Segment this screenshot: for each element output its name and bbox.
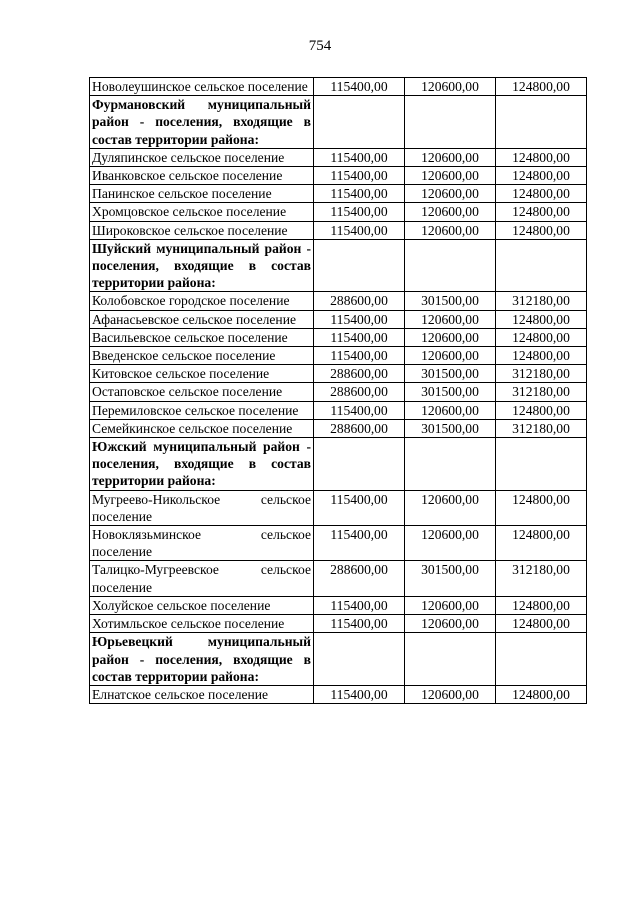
empty-cell xyxy=(405,96,496,149)
district-header-cell: Фурмановский муниципальный район - поселения, входящие в состав территории района: xyxy=(90,96,314,149)
table-row xyxy=(90,685,587,703)
amount-cell-1: 115400,00 xyxy=(314,221,405,239)
amount-cell-2: 120600,00 xyxy=(405,596,496,614)
table-row xyxy=(90,203,587,221)
empty-cell xyxy=(405,239,496,292)
amount-cell-2: 120600,00 xyxy=(405,167,496,185)
amount-cell-3: 124800,00 xyxy=(496,203,587,221)
amount-cell-1: 115400,00 xyxy=(314,596,405,614)
empty-cell xyxy=(405,633,496,686)
amount-cell-3: 312180,00 xyxy=(496,383,587,401)
settlement-name-cell: Введенское сельское поселение xyxy=(90,347,314,365)
amount-cell-1: 115400,00 xyxy=(314,685,405,703)
amount-cell-1: 115400,00 xyxy=(314,203,405,221)
table-row xyxy=(90,365,587,383)
amount-cell-1: 115400,00 xyxy=(314,148,405,166)
amount-cell-1: 115400,00 xyxy=(314,167,405,185)
settlement-name-cell: Холуйское сельское поселение xyxy=(90,596,314,614)
empty-cell xyxy=(496,239,587,292)
settlement-name-cell: Талицко-Мугреевское сельское поселение xyxy=(90,561,314,596)
table-row xyxy=(90,347,587,365)
amount-cell-2: 120600,00 xyxy=(405,203,496,221)
amount-cell-2: 301500,00 xyxy=(405,383,496,401)
page-number: 754 xyxy=(308,38,332,54)
table-row xyxy=(90,401,587,419)
amount-cell-2: 120600,00 xyxy=(405,310,496,328)
amount-cell-2: 120600,00 xyxy=(405,347,496,365)
table-row xyxy=(90,328,587,346)
amount-cell-3: 124800,00 xyxy=(496,615,587,633)
amount-cell-3: 312180,00 xyxy=(496,561,587,596)
table-body xyxy=(90,78,587,704)
empty-cell xyxy=(496,633,587,686)
settlement-name-cell: Афанасьевское сельское поселение xyxy=(90,310,314,328)
amount-cell-1: 115400,00 xyxy=(314,347,405,365)
empty-cell xyxy=(314,438,405,491)
amount-cell-3: 124800,00 xyxy=(496,221,587,239)
amount-cell-2: 120600,00 xyxy=(405,328,496,346)
amount-cell-2: 120600,00 xyxy=(405,490,496,525)
amount-cell-2: 120600,00 xyxy=(405,685,496,703)
empty-cell xyxy=(314,633,405,686)
amount-cell-3: 124800,00 xyxy=(496,685,587,703)
settlement-name-cell: Перемиловское сельское поселение xyxy=(90,401,314,419)
amount-cell-2: 120600,00 xyxy=(405,185,496,203)
table-row xyxy=(90,148,587,166)
amount-cell-2: 120600,00 xyxy=(405,615,496,633)
table-row xyxy=(90,419,587,437)
district-header-cell: Юрьевецкий муниципальный район - поселения, входящие в состав территории района: xyxy=(90,633,314,686)
amount-cell-3: 124800,00 xyxy=(496,347,587,365)
empty-cell xyxy=(405,438,496,491)
table-row xyxy=(90,185,587,203)
amount-cell-3: 124800,00 xyxy=(496,310,587,328)
amount-cell-3: 124800,00 xyxy=(496,185,587,203)
amount-cell-3: 124800,00 xyxy=(496,328,587,346)
amount-cell-1: 288600,00 xyxy=(314,561,405,596)
amount-cell-1: 288600,00 xyxy=(314,419,405,437)
settlement-name-cell: Иванковское сельское поселение xyxy=(90,167,314,185)
amount-cell-3: 124800,00 xyxy=(496,148,587,166)
amount-cell-2: 120600,00 xyxy=(405,221,496,239)
amount-cell-2: 120600,00 xyxy=(405,78,496,96)
table-row xyxy=(90,561,587,596)
empty-cell xyxy=(496,438,587,491)
amount-cell-2: 301500,00 xyxy=(405,419,496,437)
settlements-table xyxy=(89,77,587,704)
settlement-name-cell: Васильевское сельское поселение xyxy=(90,328,314,346)
settlement-name-cell: Мугреево-Никольское сельское поселение xyxy=(90,490,314,525)
district-header-row xyxy=(90,96,587,149)
amount-cell-1: 115400,00 xyxy=(314,490,405,525)
amount-cell-2: 301500,00 xyxy=(405,561,496,596)
amount-cell-1: 115400,00 xyxy=(314,310,405,328)
district-header-row xyxy=(90,633,587,686)
amount-cell-3: 312180,00 xyxy=(496,292,587,310)
amount-cell-1: 115400,00 xyxy=(314,526,405,561)
settlement-name-cell: Хотимльское сельское поселение xyxy=(90,615,314,633)
table-row xyxy=(90,78,587,96)
amount-cell-1: 115400,00 xyxy=(314,615,405,633)
settlement-name-cell: Китовское сельское поселение xyxy=(90,365,314,383)
amount-cell-1: 288600,00 xyxy=(314,365,405,383)
amount-cell-1: 288600,00 xyxy=(314,383,405,401)
settlement-name-cell: Широковское сельское поселение xyxy=(90,221,314,239)
table-row xyxy=(90,383,587,401)
district-header-cell: Южский муниципальный район - поселения, входящие в состав территории района: xyxy=(90,438,314,491)
amount-cell-2: 301500,00 xyxy=(405,365,496,383)
amount-cell-2: 120600,00 xyxy=(405,401,496,419)
table-row xyxy=(90,526,587,561)
table-row xyxy=(90,596,587,614)
settlement-name-cell: Елнатское сельское поселение xyxy=(90,685,314,703)
amount-cell-3: 124800,00 xyxy=(496,401,587,419)
amount-cell-1: 288600,00 xyxy=(314,292,405,310)
amount-cell-1: 115400,00 xyxy=(314,328,405,346)
settlement-name-cell: Остаповское сельское поселение xyxy=(90,383,314,401)
table-row xyxy=(90,310,587,328)
amount-cell-3: 124800,00 xyxy=(496,526,587,561)
settlement-name-cell: Семейкинское сельское поселение xyxy=(90,419,314,437)
amount-cell-1: 115400,00 xyxy=(314,185,405,203)
settlement-name-cell: Колобовское городское поселение xyxy=(90,292,314,310)
settlement-name-cell: Новолеушинское сельское поселение xyxy=(90,78,314,96)
amount-cell-3: 312180,00 xyxy=(496,365,587,383)
settlement-name-cell: Хромцовское сельское поселение xyxy=(90,203,314,221)
amount-cell-2: 120600,00 xyxy=(405,148,496,166)
table-row xyxy=(90,490,587,525)
empty-cell xyxy=(314,239,405,292)
amount-cell-3: 124800,00 xyxy=(496,167,587,185)
settlement-name-cell: Новоклязьминское сельское поселение xyxy=(90,526,314,561)
amount-cell-3: 124800,00 xyxy=(496,78,587,96)
empty-cell xyxy=(314,96,405,149)
amount-cell-3: 124800,00 xyxy=(496,490,587,525)
settlement-name-cell: Дуляпинское сельское поселение xyxy=(90,148,314,166)
amount-cell-2: 301500,00 xyxy=(405,292,496,310)
amount-cell-3: 124800,00 xyxy=(496,596,587,614)
settlement-name-cell: Панинское сельское поселение xyxy=(90,185,314,203)
amount-cell-3: 312180,00 xyxy=(496,419,587,437)
amount-cell-2: 120600,00 xyxy=(405,526,496,561)
table-row xyxy=(90,615,587,633)
amount-cell-1: 115400,00 xyxy=(314,78,405,96)
district-header-cell: Шуйский муниципальный район - поселения, входящие в состав территории района: xyxy=(90,239,314,292)
table-row xyxy=(90,221,587,239)
table-row xyxy=(90,292,587,310)
district-header-row xyxy=(90,239,587,292)
amount-cell-1: 115400,00 xyxy=(314,401,405,419)
table-row xyxy=(90,167,587,185)
empty-cell xyxy=(496,96,587,149)
district-header-row xyxy=(90,438,587,491)
